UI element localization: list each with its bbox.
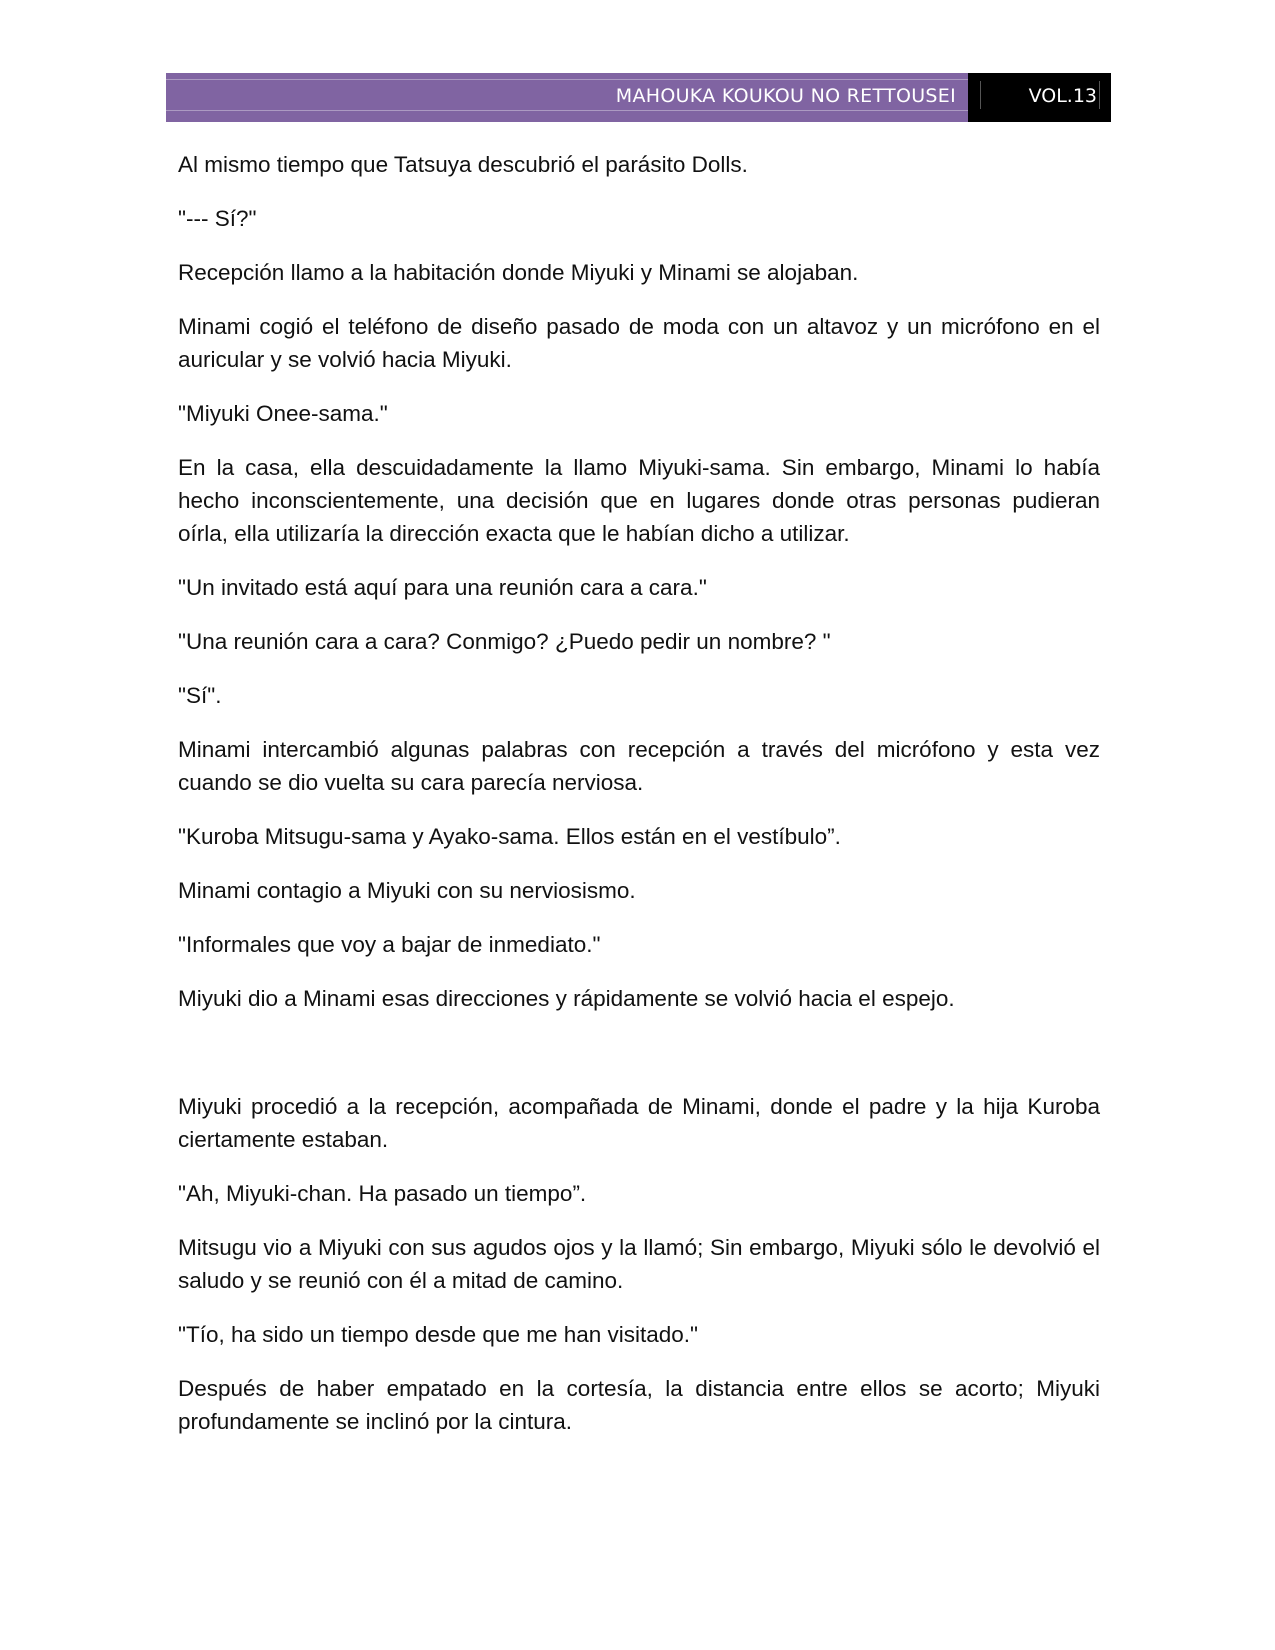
paragraph: Mitsugu vio a Miyuki con sus agudos ojos y la llamó; Sin embargo, Miyuki sólo le devolvió el saludo y se reunió con él a mitad de camino.: [178, 1235, 1100, 1293]
paragraph: "Ah, Miyuki-chan. Ha pasado un tiempo”.: [178, 1181, 587, 1206]
paragraph: "Tío, ha sido un tiempo desde que me han visitado.": [178, 1322, 699, 1347]
paragraph: "--- Sí?": [178, 206, 257, 231]
paragraph: Después de haber empatado en la cortesía, la distancia entre ellos se acorto; Miyuki profundamente se inclinó por la cintura.: [178, 1376, 1100, 1434]
paragraph: Miyuki dio a Minami esas direcciones y rápidamente se volvió hacia el espejo.: [178, 986, 955, 1011]
series-title: MAHOUKA KOUKOU NO RETTOUSEI: [615, 85, 956, 107]
volume-box: [968, 73, 1111, 122]
paragraph: "Kuroba Mitsugu-sama y Ayako-sama. Ellos están en el vestíbulo”.: [178, 824, 841, 849]
paragraph: Al mismo tiempo que Tatsuya descubrió el parásito Dolls.: [178, 152, 748, 177]
page-header: [166, 73, 1111, 122]
volume-label: VOL.13: [1028, 85, 1097, 107]
paragraph: Miyuki procedió a la recepción, acompañada de Minami, donde el padre y la hija Kuroba ciertamente estaban.: [178, 1094, 1100, 1152]
header-divider-top: [166, 79, 968, 80]
paragraph: "Sí".: [178, 683, 222, 708]
paragraph: Recepción llamo a la habitación donde Miyuki y Minami se alojaban.: [178, 260, 859, 285]
paragraph: Minami cogió el teléfono de diseño pasado de moda con un altavoz y un micrófono en el auricular y se volvió hacia Miyuki.: [178, 314, 1100, 372]
page-body: [178, 148, 1100, 1459]
paragraph: "Miyuki Onee-sama.": [178, 401, 388, 426]
paragraph: Minami contagio a Miyuki con su nerviosismo.: [178, 878, 636, 903]
header-divider-bottom: [166, 110, 968, 111]
header-title-bar: [166, 73, 968, 122]
paragraph: "Informales que voy a bajar de inmediato.": [178, 932, 601, 957]
paragraph: "Un invitado está aquí para una reunión cara a cara.": [178, 575, 707, 600]
paragraph: "Una reunión cara a cara? Conmigo? ¿Puedo pedir un nombre? ": [178, 629, 831, 654]
scene-break: [178, 1036, 1100, 1090]
paragraph: Minami intercambió algunas palabras con recepción a través del micrófono y esta vez cuando se dio vuelta su cara parecía nerviosa.: [178, 737, 1100, 795]
paragraph: En la casa, ella descuidadamente la llamo Miyuki-sama. Sin embargo, Minami lo había hecho inconscientemente, una decisión que en lugares donde otras personas pudieran oírla, ella utilizaría la dirección exacta que le habían dicho a utilizar.: [178, 455, 1100, 546]
